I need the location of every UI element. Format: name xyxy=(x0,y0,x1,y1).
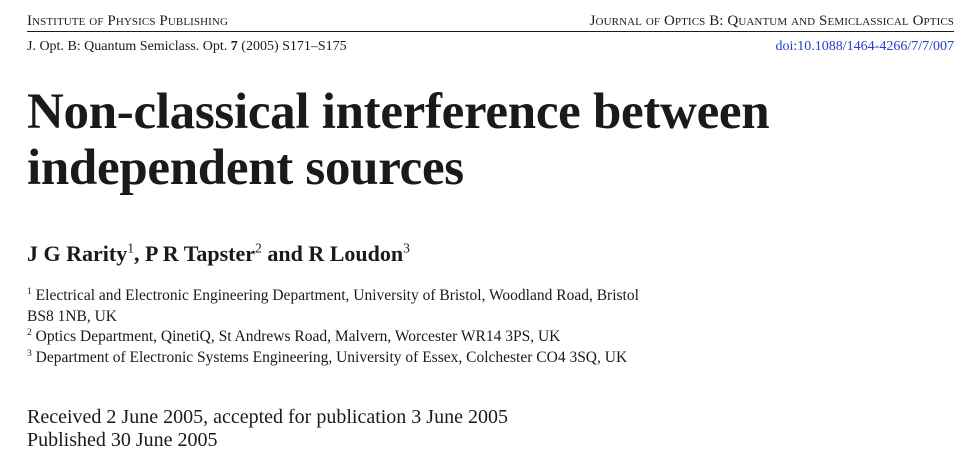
publication-dates xyxy=(27,406,508,452)
affiliation-text: Optics Department, QinetiQ, St Andrews Road, Malvern, Worcester WR14 3PS, UK xyxy=(35,328,561,345)
author-list xyxy=(27,240,410,268)
author-name: J G Rarity xyxy=(27,241,128,266)
article-title xyxy=(27,84,769,196)
author-name: R Loudon xyxy=(308,241,404,266)
author-separator: , xyxy=(134,241,146,266)
author-separator: and xyxy=(261,241,309,266)
affiliation-mark: 3 xyxy=(27,347,32,359)
publisher-name: Institute of Physics Publishing xyxy=(27,13,229,29)
article-first-page xyxy=(27,0,954,453)
affiliation xyxy=(27,286,667,327)
title-line-1: Non-classical interference between xyxy=(27,84,770,140)
affiliations xyxy=(27,286,667,368)
journal-abbrev: J. Opt. B: Quantum Semiclass. Opt. xyxy=(27,39,228,54)
citation-line xyxy=(27,38,954,56)
affiliation-mark: 2 xyxy=(27,326,32,338)
affiliation xyxy=(27,327,667,348)
citation xyxy=(27,38,347,56)
running-header xyxy=(27,11,954,32)
author-affil-mark: 3 xyxy=(403,240,410,256)
title-line-2: independent sources xyxy=(27,140,464,196)
affiliation-mark: 1 xyxy=(27,285,32,297)
published-date: Published 30 June 2005 xyxy=(27,429,218,451)
author-affil-mark: 2 xyxy=(255,240,262,256)
affiliation-text: Department of Electronic Systems Engineering, University of Essex, Colchester CO4 3SQ, UK xyxy=(35,348,628,366)
affiliation xyxy=(27,348,667,369)
journal-name: Journal of Optics B: Quantum and Semiclassical Optics xyxy=(589,13,954,29)
doi-link[interactable]: doi:10.1088/1464-4266/7/7/007 xyxy=(775,39,954,54)
volume: 7 xyxy=(230,39,238,54)
author-affil-mark: 1 xyxy=(127,240,135,256)
affiliation-text: Electrical and Electronic Engineering Department, University of Bristol, Woodland Road, Bristol BS8 1NB, UK xyxy=(27,287,639,325)
year-pages: (2005) S171–S175 xyxy=(241,39,347,54)
author-name: P R Tapster xyxy=(145,241,256,266)
received-date: Received 2 June 2005, accepted for publication 3 June 2005 xyxy=(27,406,508,428)
